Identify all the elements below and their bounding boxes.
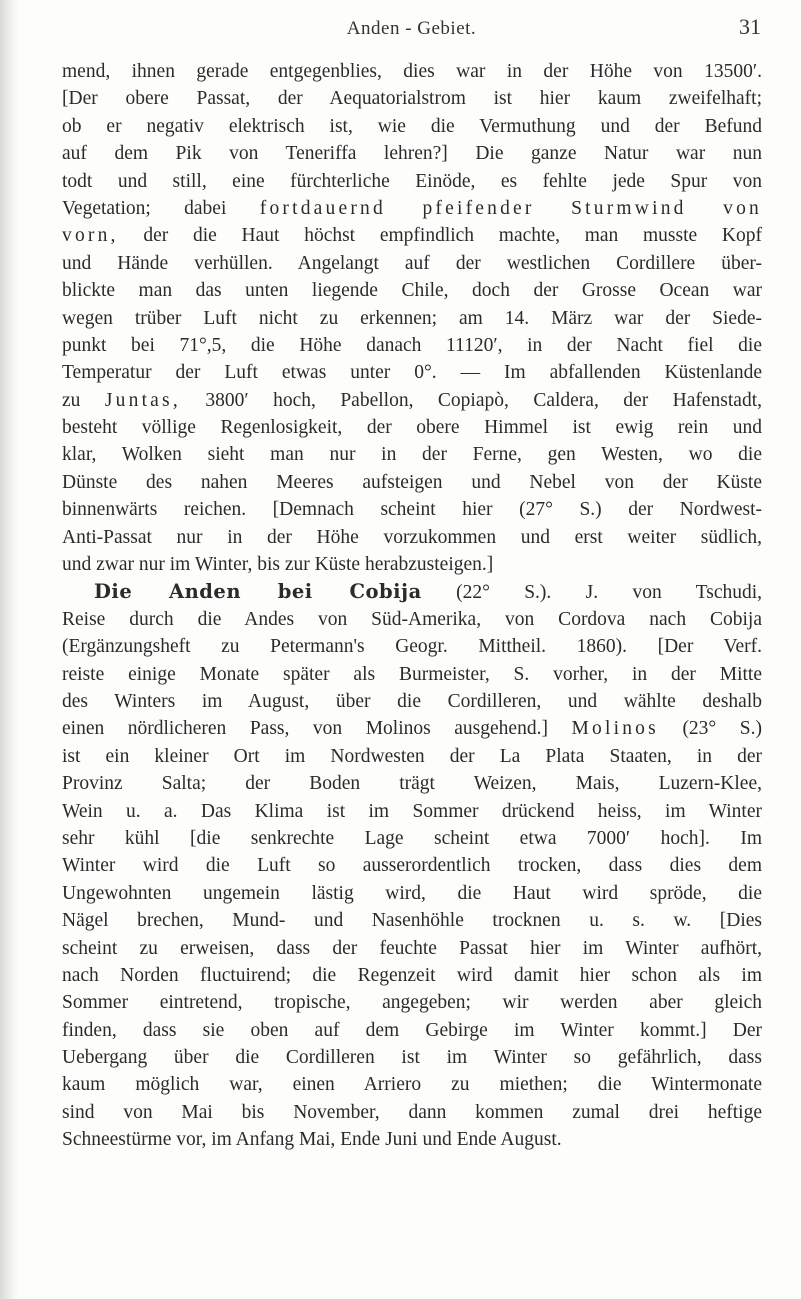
text-line — [62, 414, 762, 441]
line-text: Sommer eintretend, tropische, angegeben; wir werden aber gleich — [62, 992, 762, 1014]
text-line — [62, 1099, 762, 1126]
text-line — [62, 222, 762, 249]
line-text: 3800′ hoch, Pabellon, Copiapò, Caldera, der Hafenstadt, — [180, 389, 762, 411]
text-line — [62, 332, 762, 359]
line-text: reiste einige Monate später als Burmeister, S. vorher, in der Mitte — [62, 663, 762, 685]
text-line — [62, 113, 762, 140]
body-text — [62, 58, 762, 1154]
line-text: Winter wird die Luft so ausserordentlich trocken, dass dies dem — [62, 855, 762, 877]
page-number: 31 — [739, 14, 761, 39]
line-text: (22° S.). J. von Tschudi, — [421, 582, 763, 604]
section-heading-line — [62, 578, 762, 605]
line-text: und Hände verhüllen. Angelangt auf der westlichen Cordillere über- — [62, 252, 762, 274]
text-line — [62, 387, 762, 414]
line-text: Wein u. a. Das Klima ist im Sommer drückend heiss, im Winter — [62, 800, 762, 822]
line-text: und zwar nur im Winter, bis zur Küste herabzusteigen.] — [62, 554, 494, 576]
spaced-emphasis: Juntas, — [104, 389, 181, 411]
line-text: Uebergang über die Cordilleren ist im Winter so gefährlich, dass — [62, 1047, 762, 1069]
text-line — [62, 85, 762, 112]
text-line — [62, 852, 762, 879]
text-line — [62, 1017, 762, 1044]
line-text: des Winters im August, über die Cordilleren, und wählte deshalb — [62, 690, 762, 712]
text-line — [62, 770, 762, 797]
line-text: Dünste des nahen Meeres aufsteigen und Nebel von der Küste — [62, 471, 762, 493]
line-text: Provinz Salta; der Boden trägt Weizen, Mais, Luzern-Klee, — [62, 773, 762, 795]
text-line — [62, 798, 762, 825]
text-line — [62, 743, 762, 770]
text-line — [62, 551, 762, 578]
line-text: wegen trüber Luft nicht zu erkennen; am 14. März war der Siede- — [62, 307, 762, 329]
text-line — [62, 250, 762, 277]
text-line — [62, 1071, 762, 1098]
line-text: Schneestürme vor, im Anfang Mai, Ende Juni und Ende August. — [62, 1129, 562, 1151]
text-line — [62, 606, 762, 633]
line-text: Nägel brechen, Mund- und Nasenhöhle trocknen u. s. w. [Dies — [62, 910, 762, 932]
text-line — [62, 441, 762, 468]
line-text: besteht völlige Regenlosigkeit, der obere Himmel ist ewig rein und — [62, 417, 762, 439]
line-text: Vegetation; dabei — [62, 197, 260, 219]
text-line — [62, 195, 762, 222]
line-text: Temperatur der Luft etwas unter 0°. — Im abfallenden Küstenlande — [62, 362, 762, 384]
spaced-emphasis: vorn, — [62, 225, 119, 247]
text-line — [62, 168, 762, 195]
text-line — [62, 496, 762, 523]
line-text: blickte man das unten liegende Chile, doch der Grosse Ocean war — [62, 280, 762, 302]
text-line — [62, 633, 762, 660]
text-line — [62, 305, 762, 332]
text-line — [62, 880, 762, 907]
line-text: auf dem Pik von Teneriffa lehren?] Die ganze Natur war nun — [62, 143, 762, 165]
running-head — [62, 14, 761, 42]
text-line — [62, 1126, 762, 1153]
line-text: der die Haut höchst empfindlich machte, man musste Kopf — [118, 225, 762, 247]
line-text: binnenwärts reichen. [Demnach scheint hier (27° S.) der Nordwest- — [62, 499, 762, 521]
text-line — [62, 962, 762, 989]
text-line — [62, 661, 762, 688]
line-text: nach Norden fluctuirend; die Regenzeit wird damit hier schon als im — [62, 964, 762, 986]
text-line — [62, 715, 762, 742]
text-line — [62, 58, 762, 85]
line-text: einen nördlicheren Pass, von Molinos ausgehend.] — [62, 718, 572, 740]
line-text: sehr kühl [die senkrechte Lage scheint etwa 7000′ hoch]. Im — [62, 827, 762, 849]
line-text: (23° S.) — [658, 718, 762, 740]
line-text: zu — [62, 389, 105, 411]
text-line — [62, 935, 762, 962]
section-heading: Die Anden bei Cobija — [94, 580, 422, 604]
running-title: Anden - Gebiet. — [346, 18, 477, 39]
text-line — [62, 524, 762, 551]
page-gutter-shadow — [0, 0, 18, 1299]
text-line — [62, 359, 762, 386]
line-text: punkt bei 71°,5, die Höhe danach 11120′, in der Nacht fiel die — [62, 334, 762, 356]
line-text: kaum möglich war, einen Arriero zu miethen; die Wintermonate — [62, 1074, 762, 1096]
line-text: Anti-Passat nur in der Höhe vorzukommen und erst weiter südlich, — [62, 526, 762, 548]
line-text: mend, ihnen gerade entgegenblies, dies war in der Höhe von 13500′. — [62, 61, 762, 82]
line-text: [Der obere Passat, der Aequatorialstrom ist hier kaum zweifelhaft; — [62, 88, 762, 110]
line-text: finden, dass sie oben auf dem Gebirge im Winter kommt.] Der — [62, 1019, 762, 1041]
line-text: ob er negativ elektrisch ist, wie die Vermuthung und der Befund — [62, 115, 762, 137]
line-text: scheint zu erweisen, dass der feuchte Passat hier im Winter aufhört, — [62, 937, 762, 959]
line-text: Ungewohnten ungemein lästig wird, die Haut wird spröde, die — [62, 882, 762, 904]
spaced-emphasis: Molinos — [571, 718, 659, 740]
text-line — [62, 989, 762, 1016]
text-line — [62, 140, 762, 167]
line-text: ist ein kleiner Ort im Nordwesten der La Plata Staaten, in der — [62, 745, 762, 767]
text-line — [62, 907, 762, 934]
line-text: sind von Mai bis November, dann kommen zumal drei heftige — [62, 1101, 762, 1123]
line-text: todt und still, eine fürchterliche Einöde, es fehlte jede Spur von — [62, 170, 762, 192]
spaced-emphasis: fortdauernd pfeifender Sturmwind von — [259, 197, 762, 219]
text-line — [62, 469, 762, 496]
line-text: klar, Wolken sieht man nur in der Ferne, gen Westen, wo die — [62, 444, 762, 466]
text-line — [62, 1044, 762, 1071]
text-line — [62, 688, 762, 715]
line-text: (Ergänzungsheft zu Petermann's Geogr. Mittheil. 1860). [Der Verf. — [62, 636, 762, 658]
text-line — [62, 277, 762, 304]
text-line — [62, 825, 762, 852]
line-text: Reise durch die Andes von Süd-Amerika, von Cordova nach Cobija — [62, 608, 762, 630]
